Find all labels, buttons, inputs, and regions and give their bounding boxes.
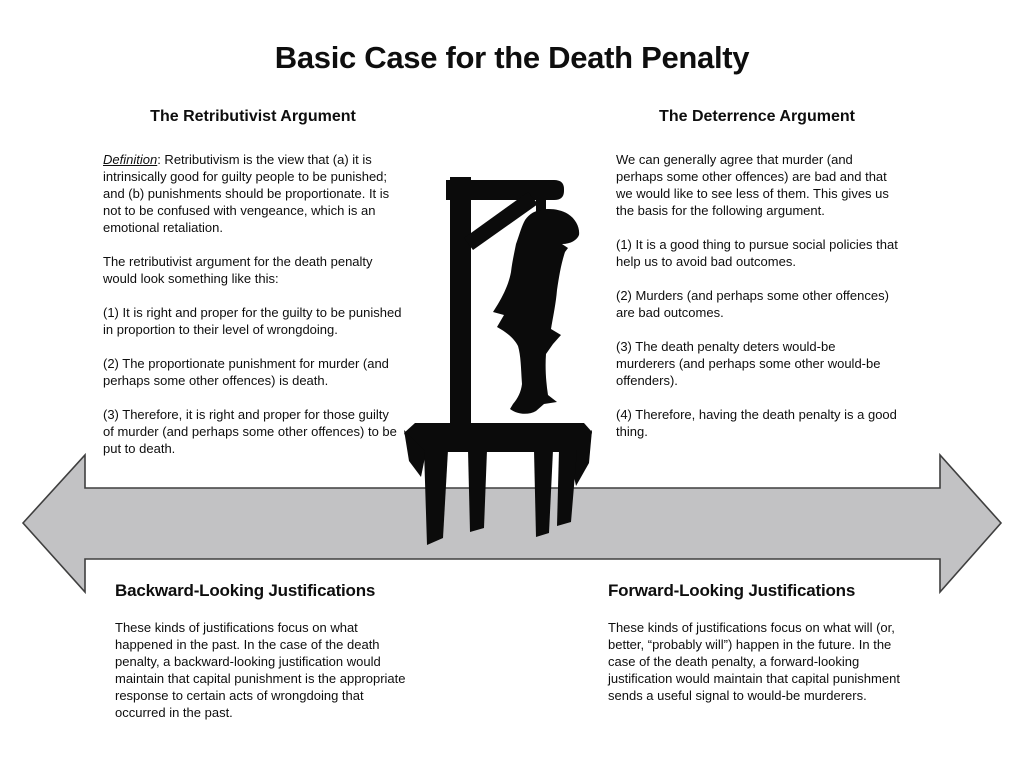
forward-justifications-section bbox=[608, 581, 903, 704]
backward-heading: Backward-Looking Justifications bbox=[115, 581, 376, 600]
page-title: Basic Case for the Death Penalty bbox=[274, 40, 750, 75]
retributivist-heading: The Retributivist Argument bbox=[150, 108, 356, 125]
retributivist-intro: The retributivist argument for the death penalty would look something like this: bbox=[103, 254, 373, 286]
bench-leg-shape bbox=[468, 450, 487, 532]
hanged-figure-shape bbox=[493, 209, 579, 414]
deterrence-intro: We can generally agree that murder (and perhaps some other offences) are bad and that we would like to see less of them. This gives us the basis for the following argument. bbox=[616, 152, 889, 218]
double-headed-arrow bbox=[23, 455, 1001, 592]
deterrence-premise-2: (2) Murders (and perhaps some other offences) are bad outcomes. bbox=[616, 288, 889, 320]
deterrence-premise-3: (3) The death penalty deters would-be murderers (and perhaps some other would-be offenders). bbox=[616, 339, 881, 388]
definition-word: Definition bbox=[103, 152, 158, 167]
retributivist-argument-section bbox=[103, 108, 403, 457]
deterrence-premise-1: (1) It is a good thing to pursue social policies that help us to avoid bad outcomes. bbox=[616, 237, 898, 269]
retributivist-definition bbox=[103, 151, 403, 236]
forward-body: These kinds of justifications focus on what will (or, better, “probably will”) happen in the future. In the case of the death penalty, a forward-looking justification would maintain that capital punishment sends a useful signal to would-be murderers. bbox=[608, 620, 900, 703]
bench-seat-shape bbox=[404, 423, 592, 452]
backward-body: These kinds of justifications focus on what happened in the past. In the case of the death penalty, a backward-looking justification would maintain that capital punishment is the appropriate response to certain acts of wrongdoing that occurred in the past. bbox=[115, 620, 406, 720]
gallows-post-shape bbox=[450, 177, 471, 429]
deterrence-argument-section bbox=[616, 108, 898, 440]
forward-heading: Forward-Looking Justifications bbox=[608, 581, 856, 600]
definition-text: : Retributivism is the view that (a) it is intrinsically good for guilty people to be punished; and (b) punishments should be proportionate. It is not to be confused with vengeance, which is an emotional retaliation. bbox=[103, 152, 390, 235]
backward-justifications-section bbox=[115, 581, 413, 721]
deterrence-heading: The Deterrence Argument bbox=[659, 108, 855, 125]
retributivist-premise-1: (1) It is right and proper for the guilty to be punished in proportion to their level of wrongdoing. bbox=[103, 305, 402, 337]
deterrence-premise-4: (4) Therefore, having the death penalty is a good thing. bbox=[616, 407, 897, 439]
retributivist-premise-3: (3) Therefore, it is right and proper for those guilty of murder (and perhaps some other offences) to be put to death. bbox=[103, 407, 397, 456]
retributivist-premise-2: (2) The proportionate punishment for murder (and perhaps some other offences) is death. bbox=[103, 356, 389, 388]
